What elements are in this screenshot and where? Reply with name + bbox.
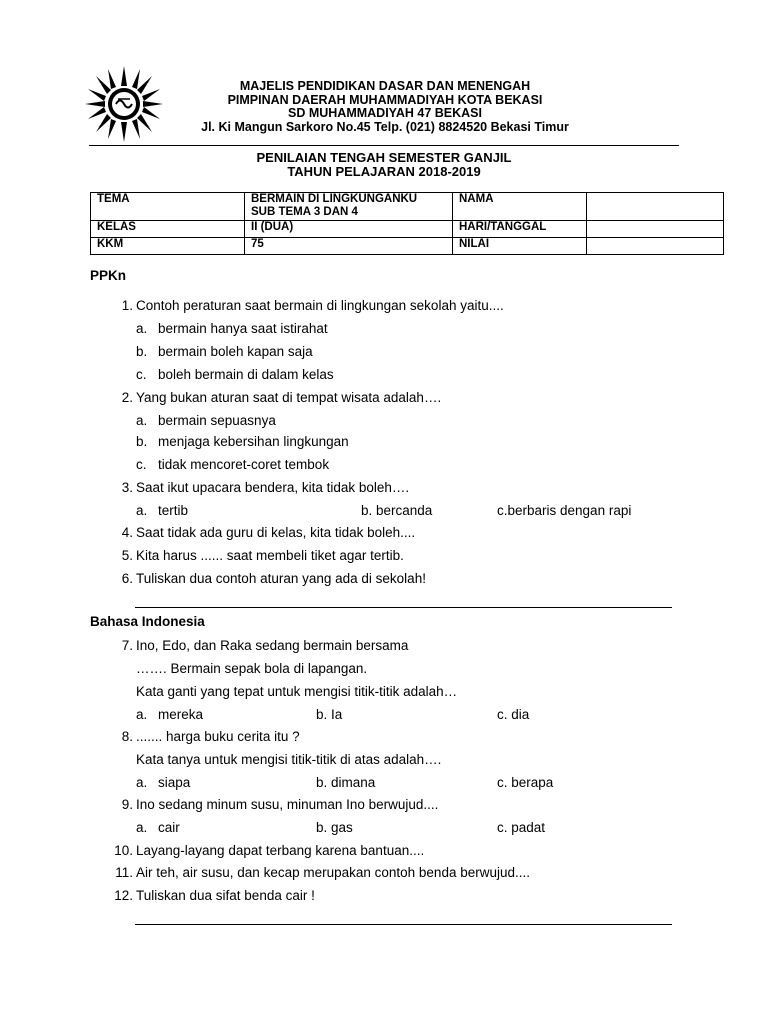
section-ppkn-heading: PPKn [90, 268, 127, 283]
option-text: bermain sepuasnya [158, 413, 276, 428]
info-row-kelas [91, 221, 724, 238]
input-hari-tanggal[interactable] [587, 221, 724, 238]
input-nilai[interactable] [587, 238, 724, 255]
option-text: menjaga kebersihan lingkungan [158, 434, 349, 449]
exam-year: TAHUN PELAJARAN 2018-2019 [287, 164, 481, 179]
value-kelas: II (DUA) [245, 221, 453, 238]
answer-line-q12[interactable] [135, 924, 672, 925]
option-letter: a. [136, 321, 148, 336]
question-text: Kata tanya untuk mengisi titik-titik di atas adalah…. [136, 752, 442, 767]
question-text: Tuliskan dua sifat benda cair ! [136, 888, 315, 903]
option-b[interactable]: b. gas [316, 820, 353, 835]
option-a[interactable]: mereka [158, 707, 204, 722]
option-letter: a. [136, 413, 148, 428]
student-info-table [90, 192, 724, 255]
question-number: 10. [114, 843, 133, 858]
exam-title: PENILAIAN TENGAH SEMESTER GANJIL [256, 150, 512, 165]
question-text: ……. Bermain sepak bola di lapangan. [136, 661, 368, 676]
question-text: Contoh peraturan saat bermain di lingkungan sekolah yaitu.... [136, 298, 504, 313]
option-text: bermain hanya saat istirahat [158, 321, 328, 336]
option-c[interactable]: c. dia [497, 707, 530, 722]
question-text: Air teh, air susu, dan kecap merupakan contoh benda berwujud.... [136, 865, 530, 880]
question-number: 1. [121, 298, 133, 313]
label-kelas: KELAS [91, 221, 245, 238]
option-letter: a. [136, 820, 148, 835]
question-text: Saat tidak ada guru di kelas, kita tidak boleh.... [136, 525, 416, 540]
option-text: boleh bermain di dalam kelas [158, 367, 334, 382]
option-letter: c. [136, 457, 147, 472]
question-number: 5. [121, 548, 133, 563]
option-c[interactable]: c. berapa [497, 775, 554, 790]
option-c[interactable]: c.berbaris dengan rapi [497, 503, 632, 518]
section-bahasa-heading: Bahasa Indonesia [90, 614, 205, 629]
question-text: Kita harus ...... saat membeli tiket agar tertib. [136, 548, 404, 563]
answer-line-q6[interactable] [135, 607, 672, 608]
label-hari-tanggal: HARI/TANGGAL [453, 221, 587, 238]
question-number: 8. [121, 729, 133, 744]
muhammadiyah-logo [83, 64, 165, 144]
option-a[interactable]: tertib [158, 503, 189, 518]
header-line-3: SD MUHAMMADIYAH 47 BEKASI [287, 106, 482, 120]
option-letter: b. [136, 434, 148, 449]
option-text: tidak mencoret-coret tembok [158, 457, 330, 472]
header-address: Jl. Ki Mangun Sarkoro No.45 Telp. (021) 8824520 Bekasi Timur [201, 120, 569, 134]
question-number: 12. [114, 888, 133, 903]
option-b[interactable]: b. Ia [316, 707, 343, 722]
question-text: Ino, Edo, dan Raka sedang bermain bersama [136, 638, 409, 653]
header-line-1: MAJELIS PENDIDIKAN DASAR DAN MENENGAH [239, 79, 531, 93]
option-letter: a. [136, 775, 148, 790]
option-a[interactable]: cair [158, 820, 180, 835]
info-row-kkm [91, 238, 724, 255]
question-text: Tuliskan dua contoh aturan yang ada di sekolah! [136, 571, 426, 586]
question-number: 6. [121, 571, 133, 586]
label-nilai: NILAI [453, 238, 587, 255]
question-text: Saat ikut upacara bendera, kita tidak boleh…. [136, 480, 410, 495]
question-number: 2. [121, 390, 133, 405]
option-c[interactable]: c. padat [497, 820, 546, 835]
question-number: 7. [121, 638, 133, 653]
option-letter: a. [136, 707, 148, 722]
option-text: bermain boleh kapan saja [158, 344, 313, 359]
label-nama: NAMA [453, 193, 587, 221]
question-text: Yang bukan aturan saat di tempat wisata adalah…. [136, 390, 442, 405]
question-number: 9. [121, 797, 133, 812]
option-letter: b. [136, 344, 148, 359]
option-b[interactable]: b. bercanda [361, 503, 433, 518]
value-tema-text: BERMAIN DI LINGKUNGANKU SUB TEMA 3 DAN 4 [251, 193, 418, 218]
label-kkm: KKM [91, 238, 245, 255]
option-letter: a. [136, 503, 148, 518]
question-number: 11. [115, 865, 133, 880]
header-divider [89, 145, 679, 146]
option-a[interactable]: siapa [158, 775, 191, 790]
option-letter: c. [136, 367, 147, 382]
info-row-tema [91, 193, 724, 221]
label-tema: TEMA [91, 193, 245, 221]
option-b[interactable]: b. dimana [316, 775, 376, 790]
input-nama[interactable] [587, 193, 724, 221]
question-number: 4. [121, 525, 133, 540]
header-line-2: PIMPINAN DAERAH MUHAMMADIYAH KOTA BEKASI [227, 93, 543, 107]
question-text: Ino sedang minum susu, minuman Ino berwujud.... [136, 797, 439, 812]
question-text: Layang-layang dapat terbang karena bantuan.... [136, 843, 425, 858]
question-text: Kata ganti yang tepat untuk mengisi titik-titik adalah… [136, 684, 458, 699]
question-number: 3. [121, 480, 133, 495]
value-tema [245, 193, 453, 221]
question-text: ....... harga buku cerita itu ? [136, 729, 300, 744]
value-kkm: 75 [245, 238, 453, 255]
